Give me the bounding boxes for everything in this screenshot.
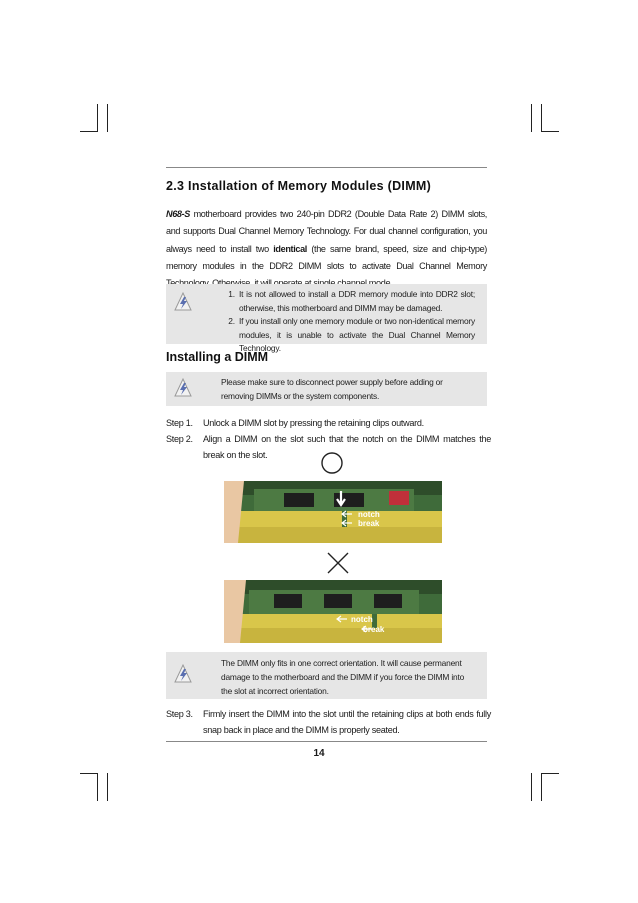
subsection-title: Installing a DIMM [166, 350, 269, 364]
note-item: 1. It is not allowed to install a DDR memory module into DDR2 slot; otherwise, this motherboard and DIMM may be damaged. [237, 288, 475, 315]
intro-rest: (the same brand, speed, size and chip-type) memory modules in the DDR2 DIMM slots to activate Dual Channel Memory [166, 243, 487, 271]
page-number: 14 [313, 748, 325, 759]
crop-mark [541, 131, 559, 132]
step-text: Unlock a DIMM slot by pressing the retaining clips outward. [203, 418, 424, 428]
crop-mark [541, 773, 542, 801]
step-number: Step 3. [166, 709, 193, 719]
model-name: N68-S [166, 209, 191, 219]
top-rule [166, 167, 487, 168]
crop-mark [531, 104, 532, 132]
warning-note-ddr [166, 284, 487, 354]
warning-note-power [166, 372, 487, 406]
crop-mark [80, 773, 98, 774]
step-text: Firmly insert the DIMM into the slot until the retaining clips at both ends fully snap back in place and the DIMM is properly seated. [203, 709, 491, 735]
section-title: 2.3 Installation of Memory Modules (DIMM) [166, 179, 432, 193]
crop-mark [541, 104, 542, 132]
break-label: break [358, 519, 380, 528]
crop-mark [531, 773, 532, 801]
dimm-incorrect-photo [224, 580, 442, 643]
caution-icon [172, 376, 194, 398]
notch-label: notch [358, 510, 380, 519]
crop-mark [80, 131, 98, 132]
crop-mark [107, 104, 108, 132]
note-item: 2. If you install only one memory module or two non-identical memory modules, it is unable to activate the Dual Channel Memory Technology. [237, 315, 475, 356]
bottom-rule [166, 741, 487, 742]
step-item [166, 415, 491, 431]
crop-mark [97, 104, 98, 132]
caution-icon [172, 662, 194, 684]
crop-mark [107, 773, 108, 801]
intro-bold: identical [273, 243, 307, 254]
intro-paragraph [166, 206, 487, 292]
step-number: Step 1. [166, 418, 193, 428]
note-text: The DIMM only fits in one correct orientation. It will cause permanent damage to the motherboard and the DIMM if you force the DIMM into the slot at incorrect orientation. [221, 658, 465, 696]
correct-circle-icon [320, 451, 344, 475]
crop-mark [97, 773, 98, 801]
incorrect-cross-icon [326, 551, 350, 575]
intro-text: motherboard provides two 240-pin DDR2 (Double Data Rate 2) DIMM slots, and supports Dual Channel Memory Technology. For dual channel configuration, you always need to install two [166, 209, 487, 254]
crop-mark [541, 773, 559, 774]
notch-label: notch [351, 615, 373, 624]
break-label: break [363, 625, 385, 634]
step-text: Align a DIMM on the slot such that the notch on the DIMM matches the break on the slot. [203, 434, 491, 460]
step-item [166, 706, 491, 738]
caution-icon [172, 290, 194, 312]
warning-note-orientation [166, 652, 487, 699]
dimm-correct-photo [224, 481, 442, 543]
step-number: Step 2. [166, 434, 193, 444]
note-text: Please make sure to disconnect power supply before adding or removing DIMMs or the system components. [221, 377, 443, 401]
